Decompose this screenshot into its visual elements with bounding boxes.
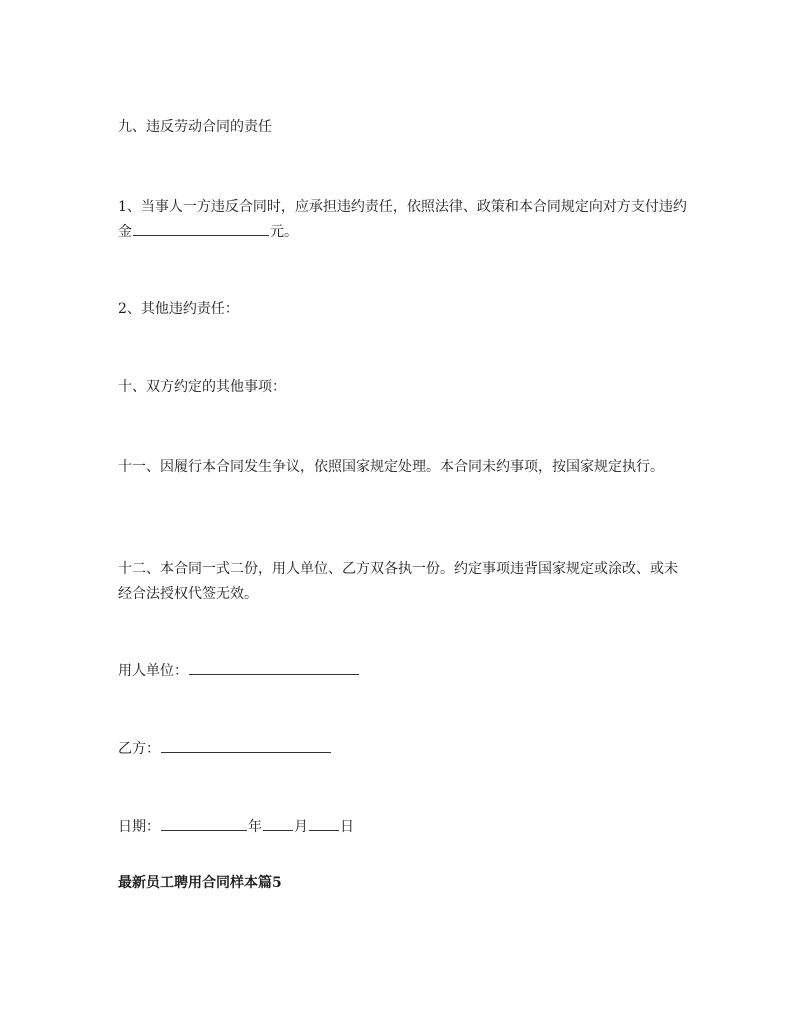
party-b-blank [161,737,331,753]
penalty-amount-blank [133,220,269,236]
party-b-label: 乙方： [118,741,160,757]
year-blank [161,815,247,831]
employer-label: 用人单位： [118,663,188,679]
day-blank [309,815,339,831]
employer-signature-line [118,659,688,684]
date-label: 日期： [118,819,160,835]
section-9-title: 九、违反劳动合同的责任 [118,119,272,135]
month-label: 月 [294,819,308,835]
section-10-title: 十、双方约定的其他事项： [118,379,286,395]
date-line [118,815,688,840]
clause-9-2: 2、其他违约责任： [118,301,239,317]
section-12-text: 十二、本合同一式二份，用人单位、乙方双各执一份。约定事项违背国家规定或涂改、或未经合法授权代签无效。 [118,561,678,602]
next-section-heading: 最新员工聘用合同样本篇5 [118,875,282,891]
party-b-signature-line [118,737,688,762]
clause-9-1 [118,195,688,245]
year-label: 年 [248,819,262,835]
clause-9-1-text: 1、当事人一方违反合同时，应承担违约责任，依照法律、政策和本合同规定向对方支付违约金 [118,199,687,240]
section-11-text: 十一、因履行本合同发生争议，依照国家规定处理。本合同未约事项，按国家规定执行。 [118,459,664,475]
employer-blank [189,659,359,675]
day-label: 日 [340,819,354,835]
clause-9-1-suffix: 元。 [270,224,298,240]
month-blank [263,815,293,831]
